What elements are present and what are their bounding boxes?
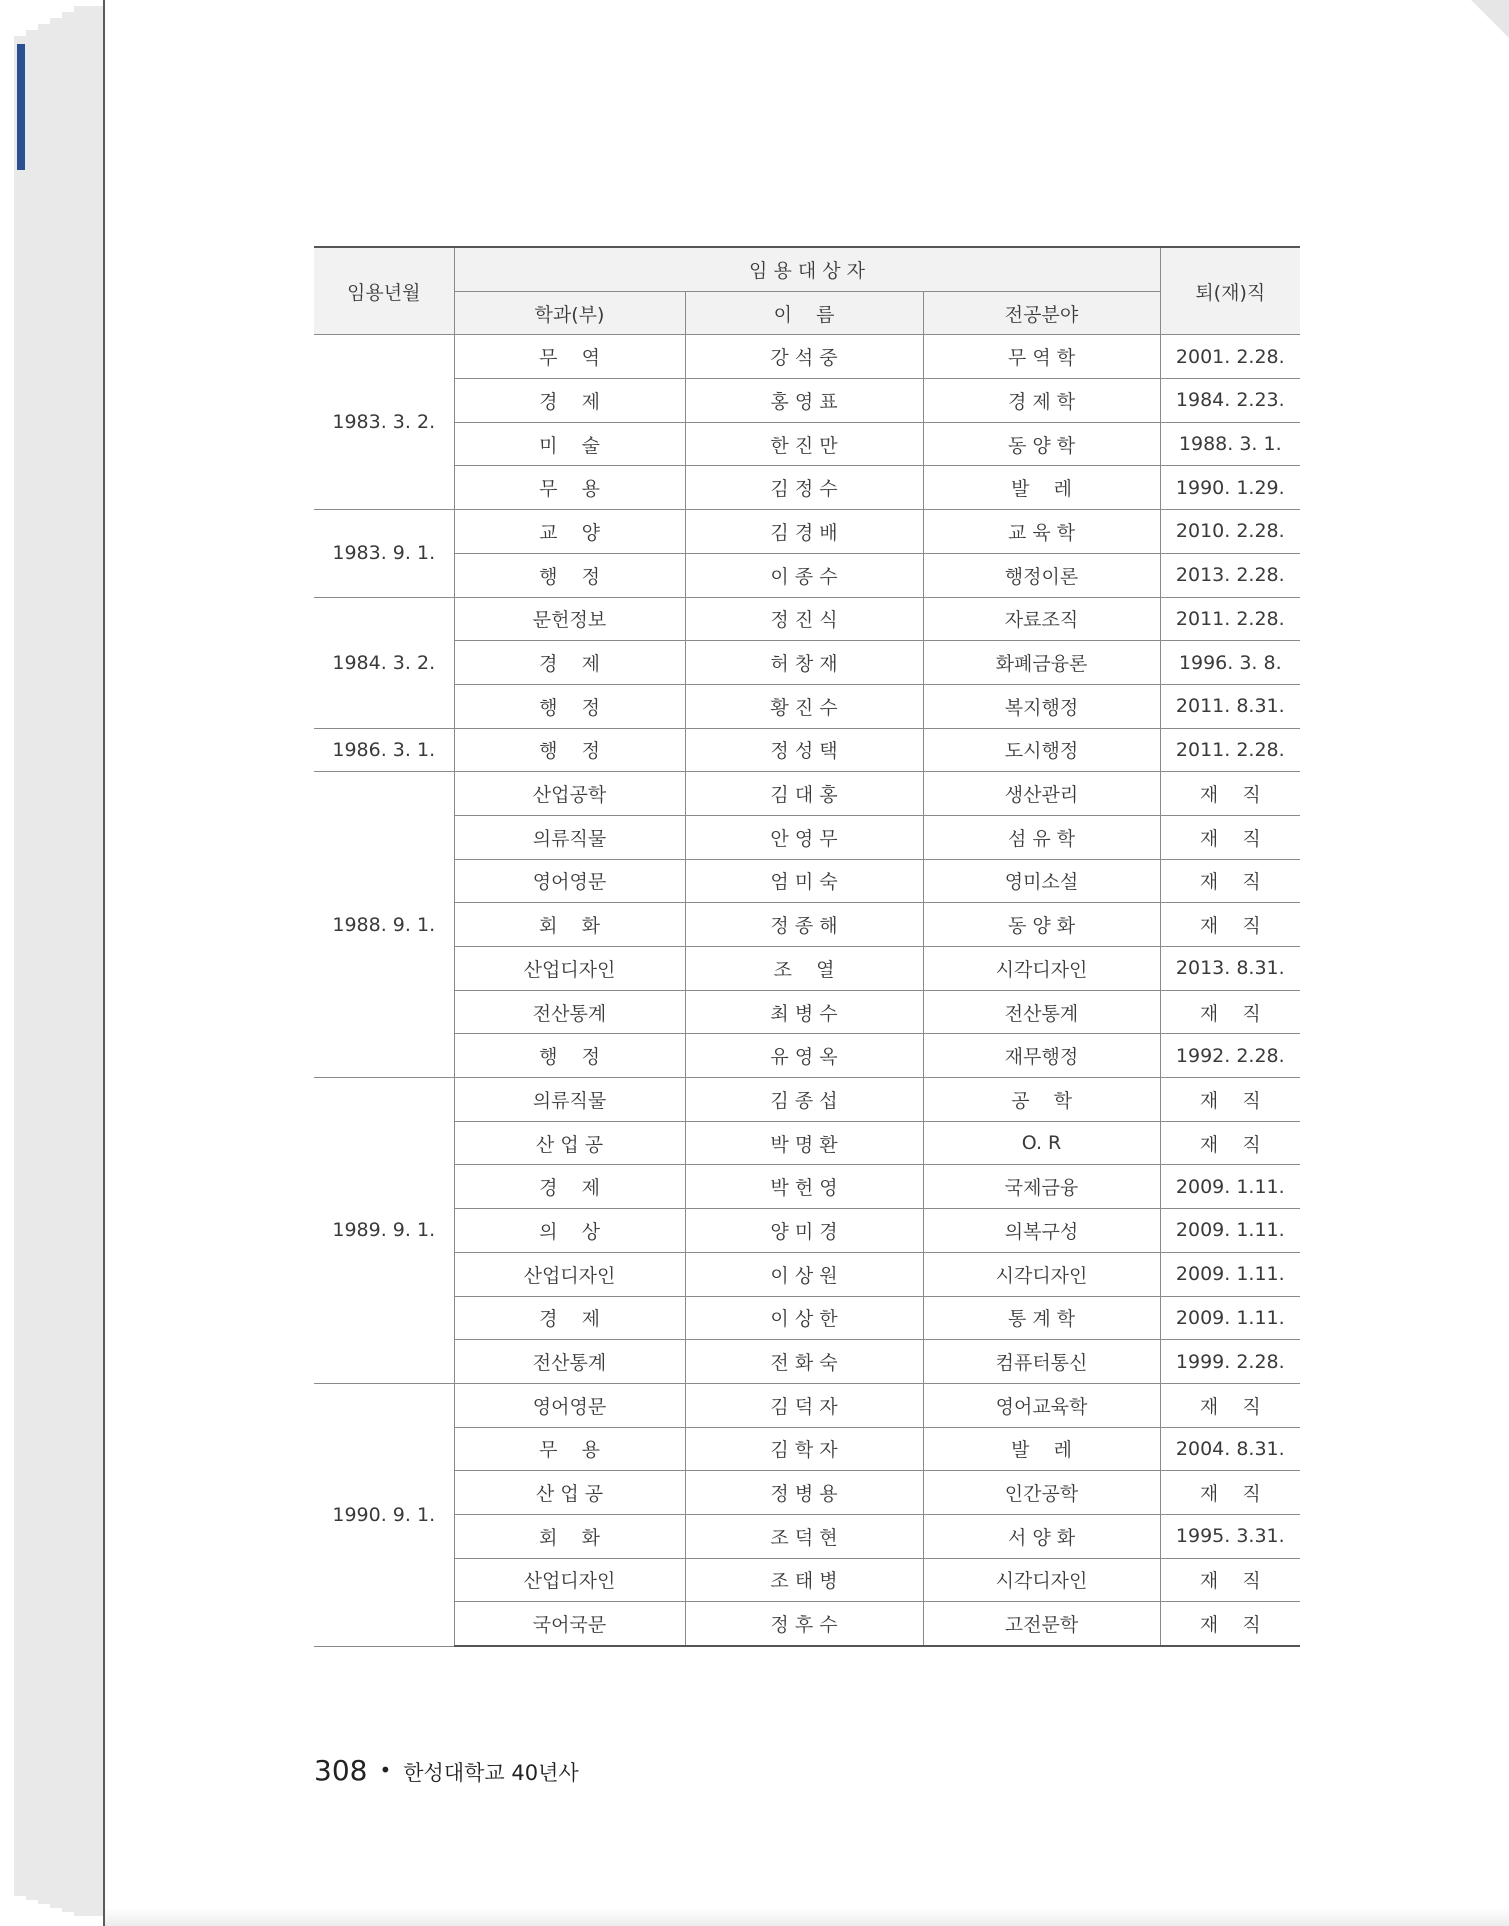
department-cell: 경 제	[454, 1296, 685, 1340]
name-cell: 박 헌 영	[685, 1165, 923, 1209]
status-cell: 1984. 2.23.	[1160, 379, 1300, 423]
field-cell: 시각디자인	[923, 947, 1160, 991]
name-cell: 황 진 수	[685, 684, 923, 728]
status-cell: 재 직	[1160, 859, 1300, 903]
name-cell: 전 화 숙	[685, 1340, 923, 1384]
status-cell: 2009. 1.11.	[1160, 1296, 1300, 1340]
appointment-date-cell: 1984. 3. 2.	[314, 597, 454, 728]
department-cell: 행 정	[454, 684, 685, 728]
field-cell: 의복구성	[923, 1209, 1160, 1253]
status-cell: 1995. 3.31.	[1160, 1514, 1300, 1558]
status-cell: 재 직	[1160, 990, 1300, 1034]
department-cell: 경 제	[454, 641, 685, 685]
field-cell: 무 역 학	[923, 335, 1160, 379]
name-cell: 김 종 섭	[685, 1078, 923, 1122]
field-cell: 통 계 학	[923, 1296, 1160, 1340]
name-cell: 한 진 만	[685, 422, 923, 466]
field-cell: 섬 유 학	[923, 815, 1160, 859]
status-cell: 재 직	[1160, 1078, 1300, 1122]
table-row	[314, 859, 1300, 903]
name-cell: 양 미 경	[685, 1209, 923, 1253]
status-cell: 재 직	[1160, 772, 1300, 816]
table-row	[314, 422, 1300, 466]
book-title: 한성대학교 40년사	[403, 1761, 579, 1785]
name-cell: 최 병 수	[685, 990, 923, 1034]
book-page-stack	[0, 0, 108, 1926]
table-row	[314, 1427, 1300, 1471]
appointment-date-cell: 1988. 9. 1.	[314, 772, 454, 1078]
field-cell: 복지행정	[923, 684, 1160, 728]
table-row	[314, 1165, 1300, 1209]
status-cell: 재 직	[1160, 1471, 1300, 1515]
table-row	[314, 335, 1300, 379]
table-row	[314, 990, 1300, 1034]
table-row	[314, 1034, 1300, 1078]
status-cell: 재 직	[1160, 1602, 1300, 1646]
name-cell: 조 덕 현	[685, 1514, 923, 1558]
department-cell: 회 화	[454, 1514, 685, 1558]
field-cell: 발 레	[923, 1427, 1160, 1471]
field-cell: 영어교육학	[923, 1383, 1160, 1427]
name-cell: 김 덕 자	[685, 1383, 923, 1427]
status-cell: 재 직	[1160, 903, 1300, 947]
department-cell: 교 양	[454, 510, 685, 554]
field-cell: 시각디자인	[923, 1558, 1160, 1602]
table-row	[314, 641, 1300, 685]
appointment-date-cell: 1983. 9. 1.	[314, 510, 454, 597]
field-cell: 생산관리	[923, 772, 1160, 816]
name-cell: 정 진 식	[685, 597, 923, 641]
page-number: 308	[314, 1754, 368, 1787]
status-cell: 1992. 2.28.	[1160, 1034, 1300, 1078]
table-row	[314, 510, 1300, 554]
department-cell: 무 용	[454, 466, 685, 510]
page-corner	[1471, 0, 1509, 40]
field-cell: 인간공학	[923, 1471, 1160, 1515]
department-cell: 의류직물	[454, 1078, 685, 1122]
table-row	[314, 1252, 1300, 1296]
name-cell: 김 정 수	[685, 466, 923, 510]
table-row	[314, 597, 1300, 641]
bookmark-ribbon	[17, 44, 25, 170]
status-cell: 재 직	[1160, 1121, 1300, 1165]
field-cell: 고전문학	[923, 1602, 1160, 1646]
name-cell: 정 병 용	[685, 1471, 923, 1515]
field-cell: 서 양 화	[923, 1514, 1160, 1558]
name-cell: 박 명 환	[685, 1121, 923, 1165]
header-date: 임용년월	[314, 247, 454, 335]
status-cell: 2009. 1.11.	[1160, 1209, 1300, 1253]
table-row	[314, 772, 1300, 816]
table-row	[314, 1602, 1300, 1646]
status-cell: 1996. 3. 8.	[1160, 641, 1300, 685]
field-cell: 동 양 화	[923, 903, 1160, 947]
field-cell: 교 육 학	[923, 510, 1160, 554]
status-cell: 재 직	[1160, 1558, 1300, 1602]
field-cell: 전산통계	[923, 990, 1160, 1034]
table-row	[314, 815, 1300, 859]
name-cell: 안 영 무	[685, 815, 923, 859]
name-cell: 김 대 홍	[685, 772, 923, 816]
table-row	[314, 1514, 1300, 1558]
department-cell: 경 제	[454, 379, 685, 423]
department-cell: 전산통계	[454, 1340, 685, 1384]
name-cell: 김 경 배	[685, 510, 923, 554]
status-cell: 2009. 1.11.	[1160, 1165, 1300, 1209]
status-cell: 2004. 8.31.	[1160, 1427, 1300, 1471]
name-cell: 정 후 수	[685, 1602, 923, 1646]
table-row	[314, 379, 1300, 423]
field-cell: 국제금융	[923, 1165, 1160, 1209]
header-department: 학과(부)	[454, 291, 685, 335]
field-cell: 경 제 학	[923, 379, 1160, 423]
status-cell: 재 직	[1160, 815, 1300, 859]
department-cell: 국어국문	[454, 1602, 685, 1646]
department-cell: 의 상	[454, 1209, 685, 1253]
name-cell: 정 종 해	[685, 903, 923, 947]
table-row	[314, 1296, 1300, 1340]
header-status: 퇴(재)직	[1160, 247, 1300, 335]
page-bottom-edge	[105, 1908, 1509, 1926]
field-cell: 컴퓨터통신	[923, 1340, 1160, 1384]
status-cell: 2011. 2.28.	[1160, 728, 1300, 772]
field-cell: 동 양 학	[923, 422, 1160, 466]
table-row	[314, 728, 1300, 772]
department-cell: 산 업 공	[454, 1121, 685, 1165]
field-cell: 화폐금융론	[923, 641, 1160, 685]
name-cell: 엄 미 숙	[685, 859, 923, 903]
department-cell: 영어영문	[454, 1383, 685, 1427]
status-cell: 1990. 1.29.	[1160, 466, 1300, 510]
header-name: 이 름	[685, 291, 923, 335]
department-cell: 산업디자인	[454, 1558, 685, 1602]
department-cell: 문헌정보	[454, 597, 685, 641]
status-cell: 1988. 3. 1.	[1160, 422, 1300, 466]
status-cell: 재 직	[1160, 1383, 1300, 1427]
name-cell: 이 종 수	[685, 553, 923, 597]
appointment-date-cell: 1990. 9. 1.	[314, 1383, 454, 1646]
field-cell: 행정이론	[923, 553, 1160, 597]
department-cell: 회 화	[454, 903, 685, 947]
field-cell: 발 레	[923, 466, 1160, 510]
department-cell: 행 정	[454, 1034, 685, 1078]
field-cell: 도시행정	[923, 728, 1160, 772]
department-cell: 의류직물	[454, 815, 685, 859]
name-cell: 조 태 병	[685, 1558, 923, 1602]
department-cell: 산업공학	[454, 772, 685, 816]
status-cell: 1999. 2.28.	[1160, 1340, 1300, 1384]
header-appointees: 임 용 대 상 자	[454, 247, 1160, 291]
appointment-date-cell: 1983. 3. 2.	[314, 335, 454, 510]
field-cell: 공 학	[923, 1078, 1160, 1122]
appointment-date-cell: 1986. 3. 1.	[314, 728, 454, 772]
status-cell: 2013. 2.28.	[1160, 553, 1300, 597]
department-cell: 전산통계	[454, 990, 685, 1034]
table-row	[314, 1340, 1300, 1384]
field-cell: 시각디자인	[923, 1252, 1160, 1296]
table-row	[314, 903, 1300, 947]
header-field: 전공분야	[923, 291, 1160, 335]
table-row	[314, 1209, 1300, 1253]
table-header	[314, 247, 1300, 335]
table-row	[314, 466, 1300, 510]
name-cell: 이 상 한	[685, 1296, 923, 1340]
name-cell: 유 영 옥	[685, 1034, 923, 1078]
status-cell: 2011. 2.28.	[1160, 597, 1300, 641]
field-cell: 영미소설	[923, 859, 1160, 903]
status-cell: 2011. 8.31.	[1160, 684, 1300, 728]
footer-bullet: •	[379, 1758, 392, 1782]
department-cell: 영어영문	[454, 859, 685, 903]
name-cell: 이 상 원	[685, 1252, 923, 1296]
table-row	[314, 1383, 1300, 1427]
table-row	[314, 1121, 1300, 1165]
field-cell: 재무행정	[923, 1034, 1160, 1078]
table-row	[314, 947, 1300, 991]
name-cell: 조 열	[685, 947, 923, 991]
status-cell: 2009. 1.11.	[1160, 1252, 1300, 1296]
department-cell: 경 제	[454, 1165, 685, 1209]
name-cell: 정 성 택	[685, 728, 923, 772]
department-cell: 행 정	[454, 728, 685, 772]
field-cell: O. R	[923, 1121, 1160, 1165]
table-body	[314, 335, 1300, 1646]
name-cell: 허 창 재	[685, 641, 923, 685]
name-cell: 홍 영 표	[685, 379, 923, 423]
page-footer	[314, 1754, 579, 1787]
department-cell: 산업디자인	[454, 947, 685, 991]
department-cell: 산 업 공	[454, 1471, 685, 1515]
status-cell: 2010. 2.28.	[1160, 510, 1300, 554]
department-cell: 산업디자인	[454, 1252, 685, 1296]
appointment-date-cell: 1989. 9. 1.	[314, 1078, 454, 1384]
status-cell: 2013. 8.31.	[1160, 947, 1300, 991]
department-cell: 무 용	[454, 1427, 685, 1471]
table-row	[314, 1558, 1300, 1602]
appointment-table	[314, 246, 1300, 1647]
department-cell: 행 정	[454, 553, 685, 597]
department-cell: 미 술	[454, 422, 685, 466]
table-row	[314, 684, 1300, 728]
field-cell: 자료조직	[923, 597, 1160, 641]
table-row	[314, 1471, 1300, 1515]
department-cell: 무 역	[454, 335, 685, 379]
status-cell: 2001. 2.28.	[1160, 335, 1300, 379]
table-row	[314, 553, 1300, 597]
table-row	[314, 1078, 1300, 1122]
name-cell: 강 석 중	[685, 335, 923, 379]
name-cell: 김 학 자	[685, 1427, 923, 1471]
